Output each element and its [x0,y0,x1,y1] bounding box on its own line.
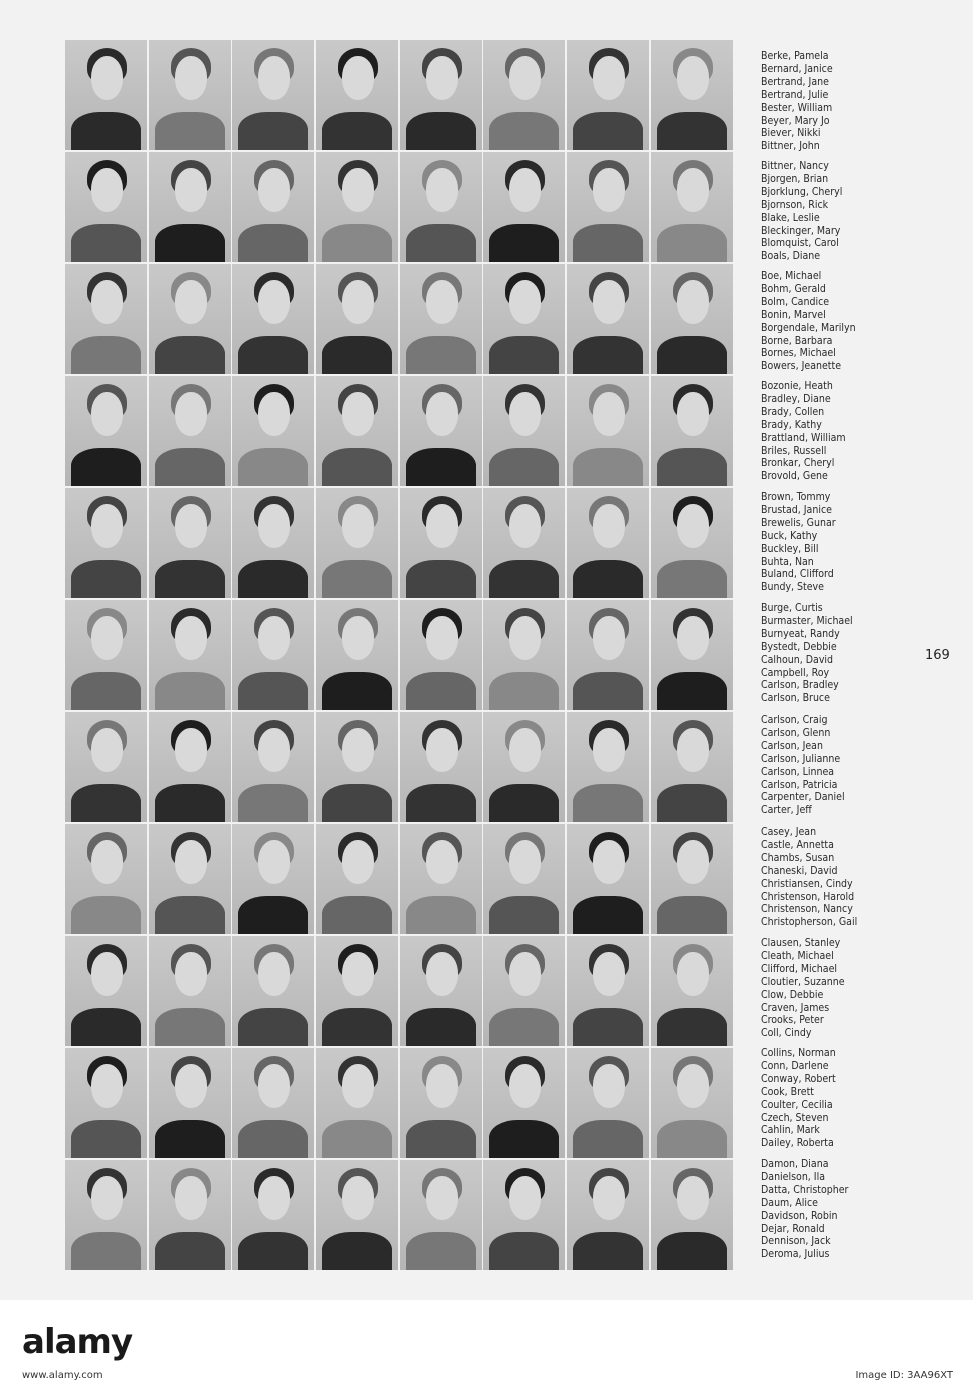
student-portrait [400,264,482,374]
student-name: Daum, Alice [761,1196,818,1209]
student-portrait [232,488,314,598]
student-name: Casey, Jean [761,826,817,838]
student-name: Brady, Collen [761,405,825,418]
student-name: Bronkar, Cheryl [761,457,835,470]
student-name: Carlson, Jean [761,739,823,752]
student-name: Collins, Norman [761,1047,836,1059]
name-list [761,714,911,817]
student-portrait [232,1160,314,1270]
student-portrait [400,824,482,934]
student-name: Conway, Robert [761,1072,836,1085]
student-portrait [316,824,398,934]
student-portrait [483,1048,565,1158]
student-name: Cleath, Michael [761,949,834,962]
student-name: Bester, William [761,101,833,114]
name-list [761,602,911,705]
student-name: Blomquist, Carol [761,237,839,250]
student-portrait [483,40,565,150]
student-portrait [651,936,733,1046]
student-portrait [316,376,398,486]
student-portrait [65,936,147,1046]
student-portrait [483,1160,565,1270]
student-portrait [567,824,649,934]
student-portrait [651,376,733,486]
student-name: Brewelis, Gunar [761,516,836,529]
student-name: Clausen, Stanley [761,937,841,949]
student-name: Bernard, Janice [761,62,833,75]
student-name: Brustad, Janice [761,503,832,516]
student-name: Dennison, Jack [761,1235,831,1248]
student-portrait [400,1160,482,1270]
student-portrait [65,824,147,934]
student-portrait [65,376,147,486]
name-list [761,491,911,594]
student-portrait [651,600,733,710]
student-name: Burmaster, Michael [761,614,853,627]
student-portrait [232,40,314,150]
student-name: Bohm, Gerald [761,282,826,295]
student-name: Bjorgen, Brian [761,172,829,185]
student-portrait [316,40,398,150]
student-name: Bonin, Marvel [761,308,826,321]
student-portrait [149,600,231,710]
student-portrait [232,824,314,934]
student-portrait [567,152,649,262]
student-portrait [483,600,565,710]
student-portrait [149,936,231,1046]
student-name: Bowers, Jeanette [761,360,842,373]
footer-url: www.alamy.com [22,1370,103,1381]
student-name: Bertrand, Julie [761,88,829,101]
student-portrait [651,712,733,822]
student-portrait [483,488,565,598]
student-name: Brown, Tommy [761,491,831,503]
student-name: Clow, Debbie [761,988,824,1001]
student-portrait [651,1160,733,1270]
student-portrait [316,152,398,262]
name-list [761,270,911,373]
name-list [761,380,911,483]
student-name: Christenson, Harold [761,890,855,903]
student-portrait [149,712,231,822]
student-portrait [651,1048,733,1158]
student-portrait [400,1048,482,1158]
student-name: Boals, Diane [761,250,821,263]
student-name: Czech, Steven [761,1111,829,1124]
page-number: 169 [925,648,950,663]
student-name: Bundy, Steve [761,581,824,594]
student-name: Boe, Michael [761,270,822,282]
student-name: Briles, Russell [761,444,827,457]
student-name: Dejar, Ronald [761,1222,825,1235]
student-portrait [149,488,231,598]
student-name: Burge, Curtis [761,602,823,614]
student-portrait [232,936,314,1046]
student-portrait [483,824,565,934]
student-name: Deroma, Julius [761,1248,830,1261]
student-name: Craven, James [761,1001,830,1014]
student-name: Carlson, Patricia [761,778,838,791]
student-name: Bittner, Nancy [761,160,829,172]
student-portrait [483,936,565,1046]
student-portrait [232,376,314,486]
student-name: Brattland, William [761,431,846,444]
student-name: Berke, Pamela [761,50,829,62]
student-portrait [65,712,147,822]
portrait-grid [65,40,733,1270]
student-portrait [567,40,649,150]
student-name: Buland, Clifford [761,568,834,581]
student-portrait [65,600,147,710]
student-portrait [65,152,147,262]
student-portrait [149,824,231,934]
student-name: Bjorklung, Cheryl [761,185,843,198]
student-name: Carpenter, Daniel [761,791,845,804]
student-portrait [651,40,733,150]
student-portrait [567,488,649,598]
student-name: Clifford, Michael [761,962,838,975]
student-portrait [65,488,147,598]
student-name: Coll, Cindy [761,1027,812,1040]
student-name: Brovold, Gene [761,470,828,483]
student-name: Davidson, Robin [761,1209,838,1222]
student-portrait [232,600,314,710]
student-name: Borne, Barbara [761,334,833,347]
student-name: Blake, Leslie [761,211,820,224]
student-portrait [651,264,733,374]
student-portrait [232,264,314,374]
student-portrait [567,264,649,374]
student-name: Borgendale, Marilyn [761,321,856,334]
name-list [761,826,911,929]
student-name: Christenson, Nancy [761,903,853,916]
student-portrait [567,936,649,1046]
student-portrait [149,376,231,486]
student-portrait [316,712,398,822]
student-name: Carlson, Bradley [761,679,839,692]
student-name: Carlson, Linnea [761,765,835,778]
student-portrait [65,40,147,150]
student-name: Crooks, Peter [761,1014,824,1027]
student-portrait [149,40,231,150]
student-portrait [316,264,398,374]
student-portrait [400,152,482,262]
student-portrait [149,1160,231,1270]
student-name: Carter, Jeff [761,804,812,817]
student-name: Buck, Kathy [761,529,818,542]
student-portrait [400,712,482,822]
student-portrait [316,1160,398,1270]
student-portrait [400,376,482,486]
student-portrait [316,600,398,710]
student-portrait [316,488,398,598]
student-portrait [65,264,147,374]
student-portrait [567,1048,649,1158]
student-name: Carlson, Julianne [761,752,841,765]
student-portrait [483,152,565,262]
student-portrait [567,1160,649,1270]
name-list [761,1158,911,1261]
student-portrait [65,1048,147,1158]
student-name: Coulter, Cecilia [761,1098,833,1111]
student-portrait [651,488,733,598]
student-name: Beyer, Mary Jo [761,114,830,127]
student-name: Bittner, John [761,140,820,153]
student-name: Calhoun, David [761,653,834,666]
student-name: Biever, Nikki [761,127,821,140]
student-name: Carlson, Bruce [761,692,830,705]
student-name: Cahlin, Mark [761,1124,820,1137]
student-portrait [316,936,398,1046]
name-list [761,50,911,153]
student-name: Christopherson, Gail [761,916,858,929]
student-portrait [65,1160,147,1270]
student-portrait [483,376,565,486]
student-name: Bertrand, Jane [761,75,829,88]
student-portrait [316,1048,398,1158]
student-portrait [232,712,314,822]
student-name: Chaneski, David [761,864,838,877]
student-name: Castle, Annetta [761,838,834,851]
student-name: Bradley, Diane [761,392,831,405]
student-name: Bystedt, Debbie [761,640,837,653]
student-name: Christiansen, Cindy [761,877,853,890]
student-portrait [651,152,733,262]
student-name: Danielson, Ila [761,1170,825,1183]
student-portrait [400,488,482,598]
student-name: Datta, Christopher [761,1183,849,1196]
student-portrait [149,152,231,262]
student-portrait [567,712,649,822]
student-name: Damon, Diana [761,1158,829,1170]
name-list [761,160,911,263]
alamy-logo: alamy [22,1322,133,1362]
student-name: Bjornson, Rick [761,198,829,211]
student-name: Buckley, Bill [761,542,819,555]
student-portrait [149,264,231,374]
student-name: Bornes, Michael [761,347,836,360]
student-portrait [651,824,733,934]
student-portrait [483,264,565,374]
student-name: Buhta, Nan [761,555,814,568]
student-name: Campbell, Roy [761,666,830,679]
student-portrait [400,600,482,710]
student-name: Dailey, Roberta [761,1137,834,1150]
student-portrait [567,376,649,486]
student-name: Bolm, Candice [761,295,830,308]
student-name: Bozonie, Heath [761,380,833,392]
student-portrait [232,1048,314,1158]
student-name: Carlson, Craig [761,714,828,726]
student-name: Carlson, Glenn [761,726,831,739]
student-portrait [567,600,649,710]
student-name: Conn, Darlene [761,1059,829,1072]
student-portrait [149,1048,231,1158]
stock-footer [0,1300,973,1390]
student-portrait [232,152,314,262]
student-portrait [400,936,482,1046]
student-name: Cloutier, Suzanne [761,975,845,988]
student-name: Burnyeat, Randy [761,627,840,640]
name-list [761,937,911,1040]
student-portrait [400,40,482,150]
student-name: Bleckinger, Mary [761,224,841,237]
student-name: Cook, Brett [761,1085,814,1098]
student-name: Brady, Kathy [761,418,822,431]
footer-image-id: Image ID: 3AA96XT [855,1370,953,1381]
name-list [761,1047,911,1150]
student-name: Chambs, Susan [761,851,835,864]
student-portrait [483,712,565,822]
